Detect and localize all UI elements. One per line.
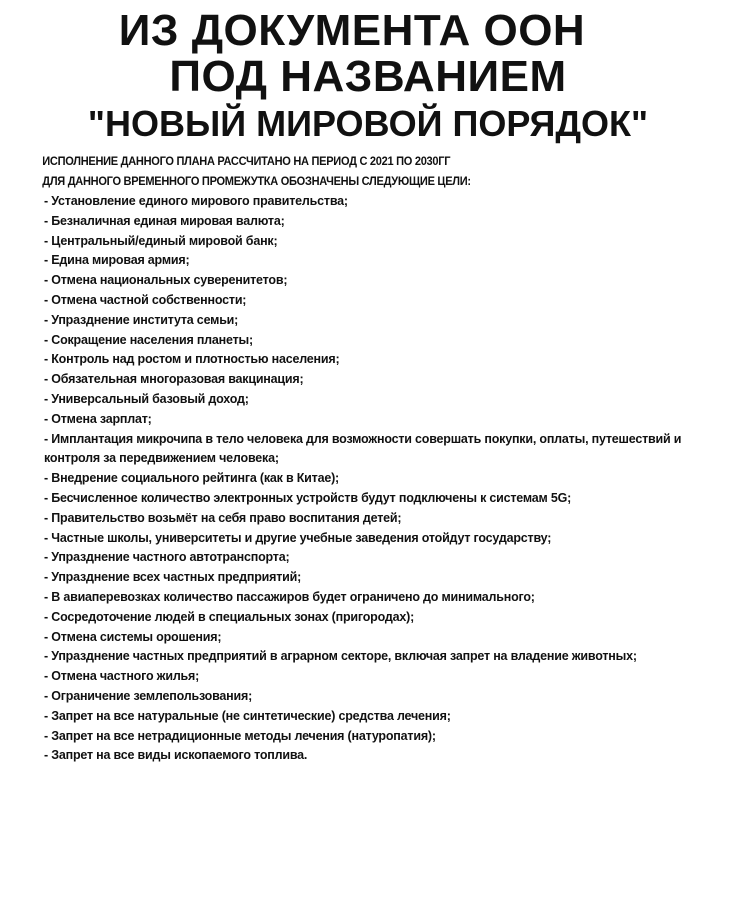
list-item: - Упразднение института семьи; bbox=[44, 312, 239, 327]
list-item: - Универсальный базовый доход; bbox=[44, 391, 249, 406]
list-item: - Запрет на все виды ископаемого топлива. bbox=[44, 748, 308, 763]
list-item: - Отмена частного жилья; bbox=[44, 669, 200, 684]
list-item: - Частные школы, университеты и другие учебные заведения отойдут государству; bbox=[44, 530, 552, 545]
list-item: - Запрет на все нетрадиционные методы лечения (натуропатия); bbox=[44, 728, 436, 743]
intro-line-1: ИСПОЛНЕНИЕ ДАННОГО ПЛАНА РАССЧИТАНО НА ПЕРИОД С 2021 ПО 2030ГГ bbox=[42, 156, 451, 168]
list-item: - Упразднение частного автотранспорта; bbox=[44, 550, 290, 565]
intro-line-2: ДЛЯ ДАННОГО ВРЕМЕННОГО ПРОМЕЖУТКА ОБОЗНАЧЕНЫ СЛЕДУЮЩИЕ ЦЕЛИ: bbox=[42, 176, 471, 188]
list-item: - Отмена национальных суверенитетов; bbox=[44, 273, 288, 288]
list-item: - Упразднение всех частных предприятий; bbox=[44, 570, 302, 585]
list-item: - Безналичная единая мировая валюта; bbox=[44, 213, 285, 228]
intro-text bbox=[0, 152, 707, 192]
list-item: - В авиаперевозках количество пассажиров будет ограничено до минимального; bbox=[44, 589, 535, 604]
list-item: - Сосредоточение людей в специальных зонах (пригородах); bbox=[44, 609, 415, 624]
list-item: - Отмена системы орошения; bbox=[44, 629, 222, 644]
title-line-2: ПОД НАЗВАНИЕМ bbox=[169, 52, 567, 101]
list-item: - Отмена зарплат; bbox=[44, 411, 152, 426]
list-item: - Бесчисленное количество электронных устройств будут подключены к системам 5G; bbox=[44, 490, 572, 505]
list-item: - Упразднение частных предприятий в аграрном секторе, включая запрет на владение животных; bbox=[44, 649, 637, 664]
list-item: - Установление единого мирового правительства; bbox=[44, 194, 348, 208]
goals-list bbox=[0, 192, 736, 766]
list-item: - Контроль над ростом и плотностью населения; bbox=[44, 352, 340, 367]
list-item: - Центральный/единый мировой банк; bbox=[44, 233, 278, 248]
list-item: - Запрет на все натуральные (не синтетические) средства лечения; bbox=[44, 708, 451, 723]
list-item: - Имплантация микрочипа в тело человека для возможности совершать покупки, оплаты, путешествий и контроля за передвижением человека; bbox=[44, 431, 682, 466]
list-item: - Правительство возьмёт на себя право воспитания детей; bbox=[44, 510, 402, 525]
list-item: - Отмена частной собственности; bbox=[44, 292, 247, 307]
document-title bbox=[0, 0, 736, 146]
list-item: - Едина мировая армия; bbox=[44, 253, 190, 268]
list-item: - Сокращение населения планеты; bbox=[44, 332, 253, 347]
title-line-1: ИЗ ДОКУМЕНТА ООН bbox=[118, 6, 586, 55]
list-item: - Обязательная многоразовая вакцинация; bbox=[44, 372, 304, 387]
list-item: - Ограничение землепользования; bbox=[44, 688, 253, 703]
list-item: - Внедрение социального рейтинга (как в Китае); bbox=[44, 471, 339, 486]
title-line-3: "НОВЫЙ МИРОВОЙ ПОРЯДОК" bbox=[87, 103, 649, 144]
